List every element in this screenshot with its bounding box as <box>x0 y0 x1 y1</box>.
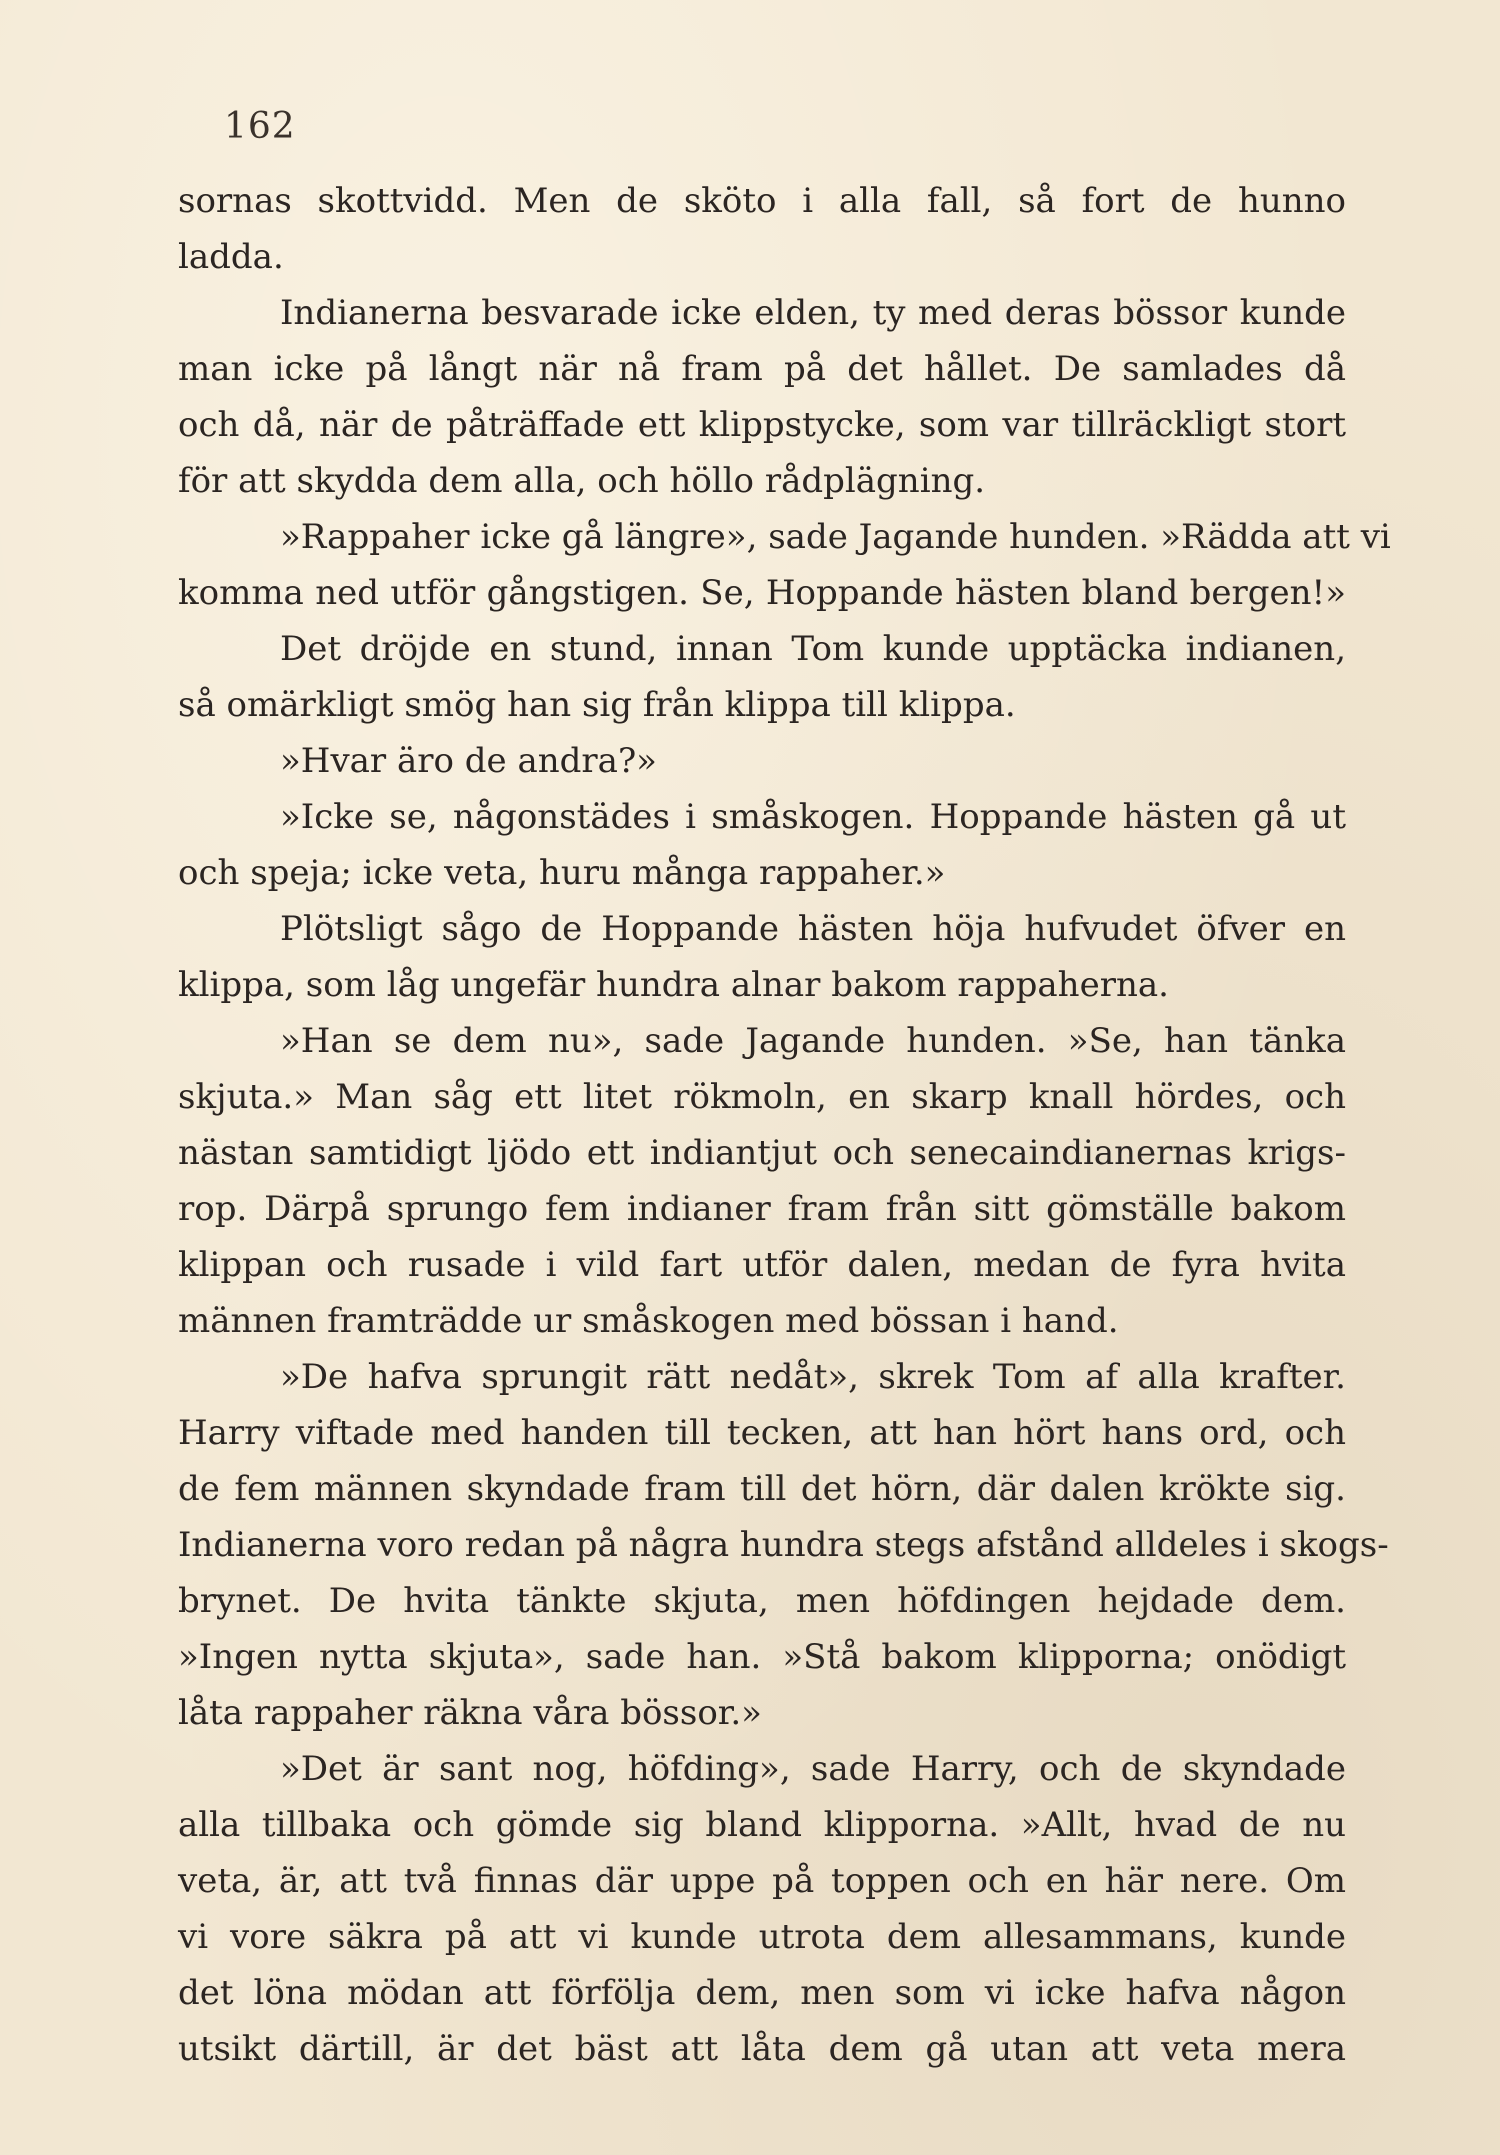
text-line: »Rappaher icke gå längre», sade Jagande hunden. »Rädda att vi <box>280 517 1391 557</box>
text-line: Indianerna voro redan på några hundra stegs afstånd alldeles i skogs- <box>178 1525 1389 1565</box>
text-line: alla tillbaka och gömde sig bland klipporna. »Allt, hvad de nu <box>178 1805 1346 1845</box>
text-line: utsikt därtill, är det bäst att låta dem gå utan att veta mera <box>178 2029 1346 2069</box>
text-line: och speja; icke veta, huru många rappaher.» <box>178 853 946 893</box>
text-line: »Han se dem nu», sade Jagande hunden. »Se, han tänka <box>280 1021 1346 1061</box>
text-line: rop. Därpå sprungo fem indianer fram från sitt gömställe bakom <box>178 1189 1346 1229</box>
page-number: 162 <box>224 106 296 147</box>
text-line: Harry viftade med handen till tecken, att han hört hans ord, och <box>178 1413 1346 1453</box>
text-line: »Icke se, någonstädes i småskogen. Hoppande hästen gå ut <box>280 797 1346 837</box>
text-line: låta rappaher räkna våra bössor.» <box>178 1693 762 1733</box>
text-line: så omärkligt smög han sig från klippa till klippa. <box>178 685 1016 725</box>
text-line: man icke på långt när nå fram på det hållet. De samlades då <box>178 349 1346 389</box>
text-line: Plötsligt sågo de Hoppande hästen höja hufvudet öfver en <box>280 909 1346 949</box>
text-line: komma ned utför gångstigen. Se, Hoppande hästen bland bergen!» <box>178 573 1346 613</box>
body-text <box>178 173 1391 2077</box>
text-line: brynet. De hvita tänkte skjuta, men höfdingen hejdade dem. <box>178 1581 1346 1621</box>
text-line: det löna mödan att förfölja dem, men som vi icke hafva någon <box>178 1973 1346 2013</box>
text-line: och då, när de påträffade ett klippstycke, som var tillräckligt stort <box>178 405 1346 445</box>
text-line: veta, är, att två finnas där uppe på toppen och en här nere. Om <box>178 1861 1346 1901</box>
text-line: klippan och rusade i vild fart utför dalen, medan de fyra hvita <box>178 1245 1346 1285</box>
text-line: »Ingen nytta skjuta», sade han. »Stå bakom klipporna; onödigt <box>178 1637 1346 1677</box>
text-line: »Hvar äro de andra?» <box>280 741 657 781</box>
text-line: ladda. <box>178 237 284 277</box>
text-line: för att skydda dem alla, och höllo rådplägning. <box>178 461 986 501</box>
text-line: männen framträdde ur småskogen med bössan i hand. <box>178 1301 1119 1341</box>
text-line: sornas skottvidd. Men de sköto i alla fall, så fort de hunno <box>178 181 1346 221</box>
text-line: nästan samtidigt ljödo ett indiantjut och senecaindianernas krigs- <box>178 1133 1346 1173</box>
text-line: klippa, som låg ungefär hundra alnar bakom rappaherna. <box>178 965 1169 1005</box>
text-line: de fem männen skyndade fram till det hörn, där dalen krökte sig. <box>178 1469 1346 1509</box>
text-line: »De hafva sprungit rätt nedåt», skrek Tom af alla krafter. <box>280 1357 1346 1397</box>
text-line: vi vore säkra på att vi kunde utrota dem allesammans, kunde <box>178 1917 1346 1957</box>
text-line: Indianerna besvarade icke elden, ty med deras bössor kunde <box>280 293 1346 333</box>
text-line: Det dröjde en stund, innan Tom kunde upptäcka indianen, <box>280 629 1346 669</box>
text-line: skjuta.» Man såg ett litet rökmoln, en skarp knall hördes, och <box>178 1077 1346 1117</box>
text-line: »Det är sant nog, höfding», sade Harry, och de skyndade <box>280 1749 1346 1789</box>
